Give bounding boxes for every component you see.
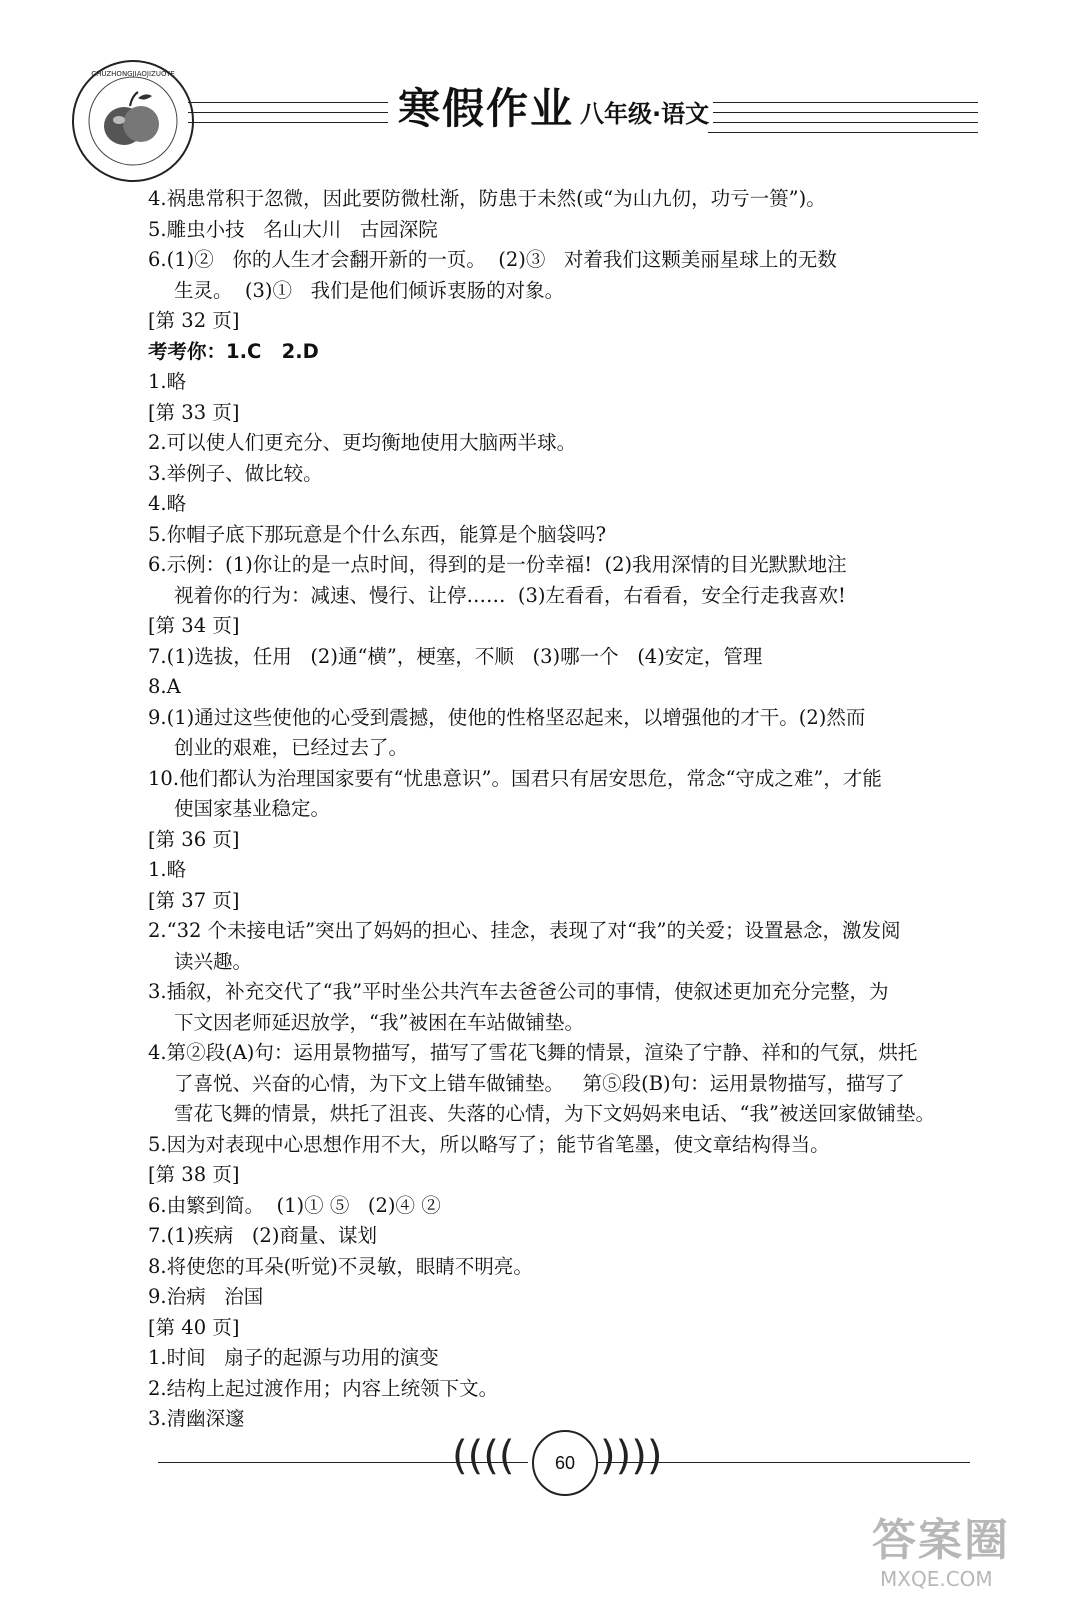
page-section-heading: [第 37 页]: [148, 888, 240, 912]
header-title: 寒假作业: [392, 84, 580, 134]
page-section-heading: [第 38 页]: [148, 1163, 240, 1186]
answer-line: 1.略: [148, 858, 187, 881]
answer-line: 创业的艰难，已经过去了。: [174, 736, 409, 759]
answer-line: 8.A: [148, 675, 181, 698]
answer-line: 生灵。 (3)① 我们是他们倾诉衷肠的对象。: [174, 278, 565, 302]
answer-line: 3.举例子、做比较。: [148, 461, 323, 485]
answer-line: 5.因为对表现中心思想作用不大，所以略写了；能节省笔墨，使文章结构得当。: [148, 1132, 830, 1156]
page-section-heading: [第 33 页]: [148, 400, 240, 424]
page-section-heading: [第 40 页]: [148, 1315, 240, 1339]
answer-content: [148, 184, 973, 1435]
page-number: 60: [532, 1430, 598, 1496]
answer-line: 6.由繁到简。 (1)① ⑤ (2)④ ②: [148, 1193, 441, 1217]
answer-line: 4.略: [148, 492, 187, 515]
answer-line: 4.第②段(A)句：运用景物描写，描写了雪花飞舞的情景，渲染了宁静、祥和的气氛，烘托: [148, 1041, 918, 1064]
footer-ornament-left: ((((: [452, 1433, 515, 1479]
watermark-url: MXQE.COM: [880, 1567, 993, 1591]
answer-line: 8.将使您的耳朵(听觉)不灵敏，眼睛不明亮。: [148, 1254, 533, 1278]
answer-line: 7.(1)选拔，任用 (2)通“横”，梗塞，不顺 (3)哪一个 (4)安定，管理: [148, 644, 763, 668]
page-header: [0, 0, 1069, 180]
apple-logo: [72, 60, 194, 182]
answer-line: 2.“32 个未接电话”突出了妈妈的担心、挂念，表现了对“我”的关爱；设置悬念，激发阅: [148, 919, 901, 942]
logo-text: CHUZHONGJIAOJIZUOYE: [91, 70, 175, 78]
answer-line: 6.(1)② 你的人生才会翻开新的一页。 (2)③ 对着我们这颗美丽星球上的无数: [148, 248, 837, 271]
answer-line: 1.时间 扇子的起源与功用的演变: [148, 1346, 439, 1369]
watermark-logo-text: 答案圈: [872, 1515, 1010, 1566]
answer-line: 7.(1)疾病 (2)商量、谋划: [148, 1224, 377, 1247]
answer-line: 9.(1)通过这些使他的心受到震撼，使他的性格坚忍起来，以增强他的才干。(2)然而: [148, 705, 866, 729]
watermark: [872, 1515, 1052, 1590]
answer-line: 了喜悦、兴奋的心情，为下文上错车做铺垫。 第⑤段(B)句：运用景物描写，描写了: [174, 1071, 905, 1095]
answer-line: 考考你：1.C 2.D: [148, 339, 319, 363]
answer-line: 5.你帽子底下那玩意是个什么东西，能算是个脑袋吗?: [148, 522, 607, 546]
answer-line: 2.可以使人们更充分、更均衡地使用大脑两半球。: [148, 431, 577, 454]
answer-line: 9.治病 治国: [148, 1285, 264, 1308]
page-section-heading: [第 32 页]: [148, 309, 240, 332]
header-subtitle: 八年级·语文: [576, 96, 713, 132]
answer-line: 5.雕虫小技 名山大川 古园深院: [148, 217, 438, 241]
page-section-heading: [第 36 页]: [148, 827, 240, 851]
apple-icon: [74, 62, 192, 180]
answer-line: 下文因老师延迟放学，“我”被困在车站做铺垫。: [174, 1010, 584, 1034]
answer-line: 6.示例：(1)你让的是一点时间，得到的是一份幸福! (2)我用深情的目光默默地注: [148, 553, 847, 576]
answer-line: 2.结构上起过渡作用；内容上统领下文。: [148, 1376, 499, 1400]
answer-line: 1.略: [148, 370, 187, 393]
answer-line: 读兴趣。: [174, 949, 253, 973]
answer-line: 雪花飞舞的情景，烘托了沮丧、失落的心情，为下文妈妈来电话、“我”被送回家做铺垫。: [174, 1102, 935, 1125]
answer-line: 使国家基业稳定。: [174, 797, 331, 820]
answer-line: 4.祸患常积于忽微，因此要防微杜渐，防患于未然(或“为山九仞，功亏一篑”)。: [148, 187, 826, 210]
answer-line: 10.他们都认为治理国家要有“忧患意识”。国君只有居安思危，常念“守成之难”，才能: [148, 766, 882, 790]
page-section-heading: [第 34 页]: [148, 614, 240, 637]
footer-ornament-right: )))): [600, 1433, 663, 1479]
answer-line: 3.插叙，补充交代了“我”平时坐公共汽车去爸爸公司的事情，使叙述更加充分完整，为: [148, 980, 889, 1003]
answer-line: 视着你的行为：减速、慢行、让停…… (3)左看看，右看看，安全行走我喜欢!: [174, 583, 846, 607]
answer-line: 3.清幽深邃: [148, 1407, 245, 1430]
